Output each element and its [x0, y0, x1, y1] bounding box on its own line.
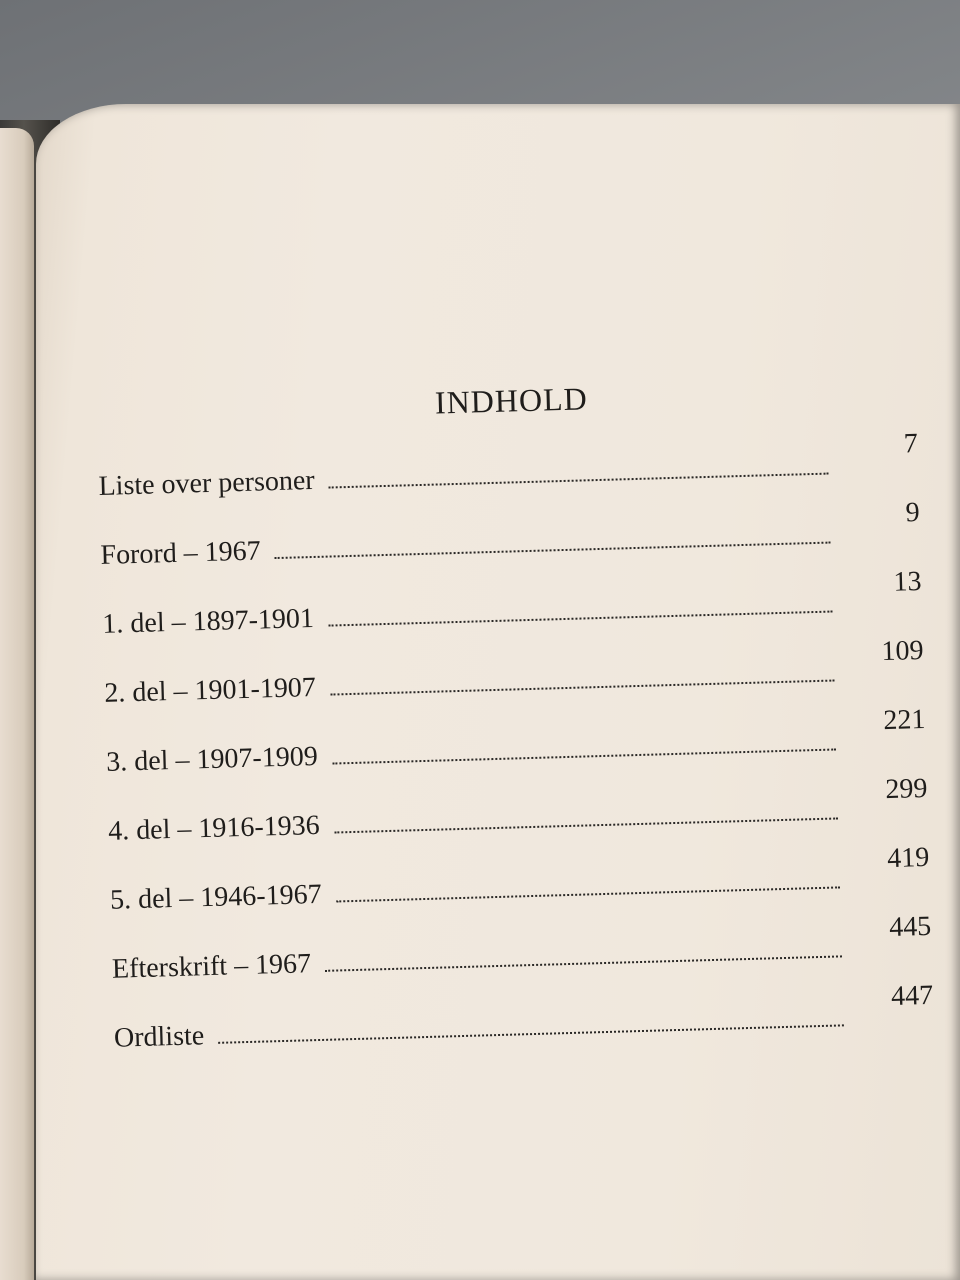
dot-leader: [325, 955, 842, 971]
toc-entry-page: 109: [881, 635, 924, 668]
dot-leader: [336, 886, 840, 902]
dot-leader: [275, 542, 831, 560]
dot-leader: [328, 611, 832, 627]
toc-entry-label: Forord – 1967: [100, 535, 262, 571]
toc-entry-label: Ordliste: [113, 1020, 205, 1054]
left-page-edge: [0, 128, 34, 1280]
toc-entry-label: 3. del – 1907-1909: [105, 740, 319, 778]
dot-leader: [218, 1024, 844, 1043]
toc-entry-page: 13: [893, 566, 922, 598]
toc-entry-page: 9: [905, 497, 921, 529]
table-of-contents: [96, 371, 935, 1092]
toc-entry-page: 299: [884, 772, 928, 806]
toc-entry-label: 2. del – 1901-1907: [103, 671, 317, 709]
toc-entry-page: 221: [882, 703, 926, 737]
toc-entry-label: Liste over personer: [98, 464, 316, 502]
toc-title: INDHOLD: [434, 380, 589, 421]
toc-entry-label: Efterskrift – 1967: [111, 948, 312, 985]
toc-entry-label: 1. del – 1897-1901: [102, 603, 315, 640]
toc-entry-page: 7: [903, 428, 919, 460]
toc-entry-page: 447: [890, 979, 934, 1013]
toc-entry-page: 445: [888, 910, 932, 944]
toc-entry-label: 5. del – 1946-1967: [109, 878, 323, 916]
dot-leader: [334, 817, 838, 833]
toc-entry-label: 4. del – 1916-1936: [107, 809, 321, 847]
dot-leader: [329, 473, 829, 489]
toc-entry-page: 419: [886, 841, 930, 875]
dot-leader: [332, 748, 836, 764]
book-page: [36, 104, 960, 1280]
dot-leader: [330, 679, 834, 695]
